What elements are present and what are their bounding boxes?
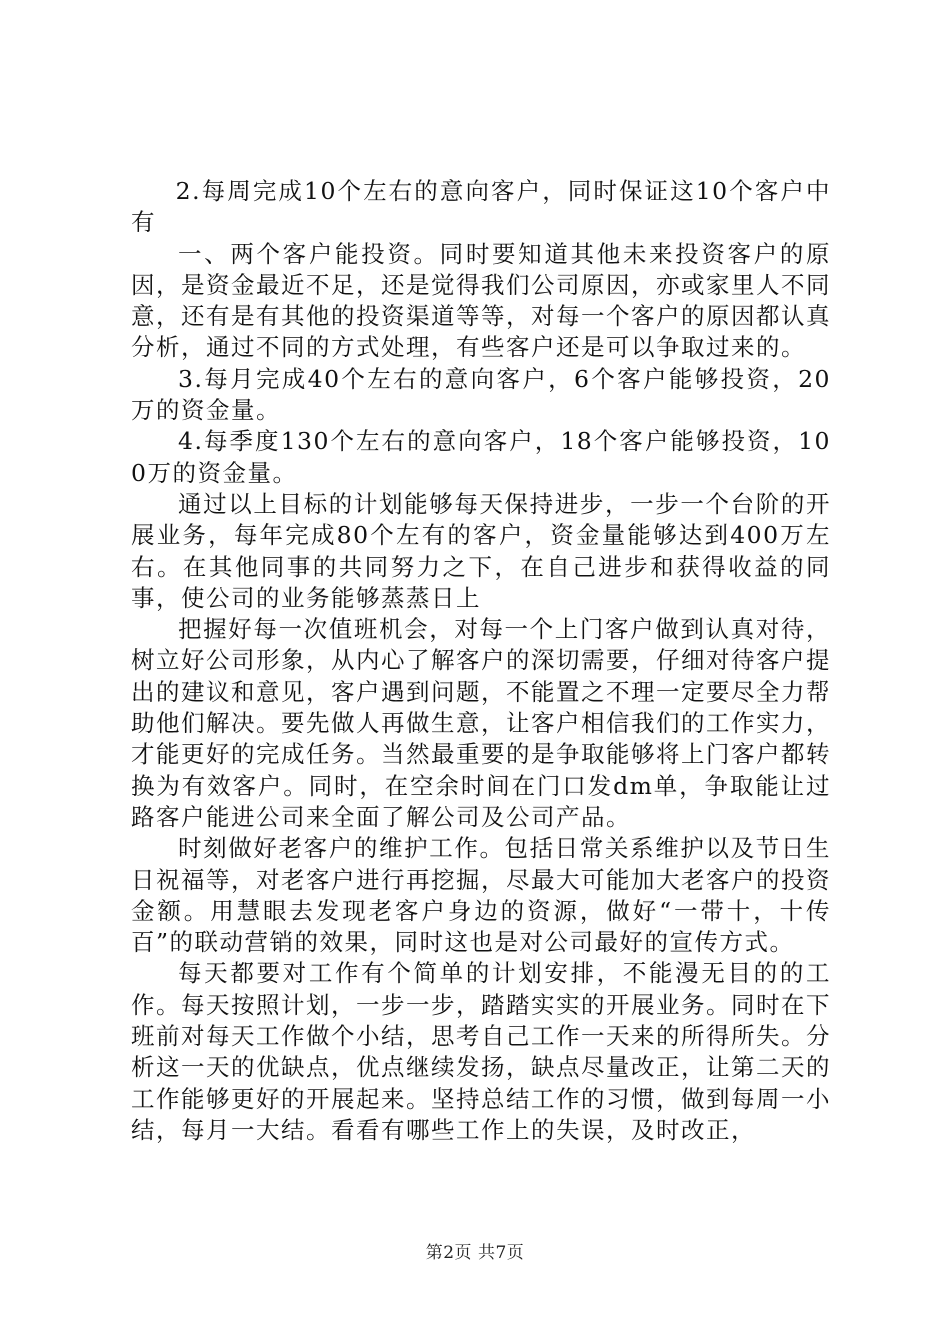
paragraph-quarterly-goal: 4.每季度130个左右的意向客户，18个客户能够投资，100万的资金量。 [131, 427, 831, 487]
paragraph-daily-plan: 每天都要对工作有个简单的计划安排，不能漫无目的的工作。每天按照计划，一步一步，踏踏实实的开展业务。同时在下班前对每天工作做个小结，思考自己工作一天来的所得所失。分析这一天的优缺点，优点继续发扬，缺点尽量改正，让第二天的工作能够更好的开展起来。坚持总结工作的习惯，做到每周一小结，每月一大结。看看有哪些工作上的失误，及时改正， [131, 959, 831, 1144]
document-body [131, 176, 831, 1146]
paragraph-monthly-goal: 3.每月完成40个左右的意向客户，6个客户能够投资，20万的资金量。 [131, 364, 831, 425]
paragraph-old-customers: 时刻做好老客户的维护工作。包括日常关系维护以及节日生日祝福等，对老客户进行再挖掘，尽最大可能加大老客户的投资金额。用慧眼去发现老客户身边的资源，做好“一带十，十传百”的联动营销的效果，同时这也是对公司最好的宣传方式。 [131, 834, 831, 957]
paragraph-investment-reasons: 一、两个客户能投资。同时要知道其他未来投资客户的原因，是资金最近不足，还是觉得我们公司原因，亦或家里人不同意，还有是有其他的投资渠道等等，对每一个客户的原因都认真分析，通过不同的方式处理，有些客户还是可以争取过来的。 [131, 239, 831, 362]
paragraph-yearly-goal: 通过以上目标的计划能够每天保持进步，一步一个台阶的开展业务，每年完成80个左有的客户，资金量能够达到400万左右。在其他同事的共同努力之下，在自己进步和获得收益的同事，使公司的业务能够蒸蒸日上 [131, 489, 831, 612]
paragraph-weekly-goal: 2.每周完成10个左右的意向客户，同时保证这10个客户中有 [131, 177, 831, 237]
paragraph-duty-shift: 把握好每一次值班机会，对每一个上门客户做到认真对待，树立好公司形象，从内心了解客户的深切需要，仔细对待客户提出的建议和意见，客户遇到问题，不能置之不理一定要尽全力帮助他们解决。要先做人再做生意，让客户相信我们的工作实力，才能更好的完成任务。当然最重要的是争取能够将上门客户都转换为有效客户。同时，在空余时间在门口发dm单，争取能让过路客户能进公司来全面了解公司及公司产品。 [131, 615, 831, 831]
page-footer: 第2页 共7页 [425, 1243, 525, 1263]
